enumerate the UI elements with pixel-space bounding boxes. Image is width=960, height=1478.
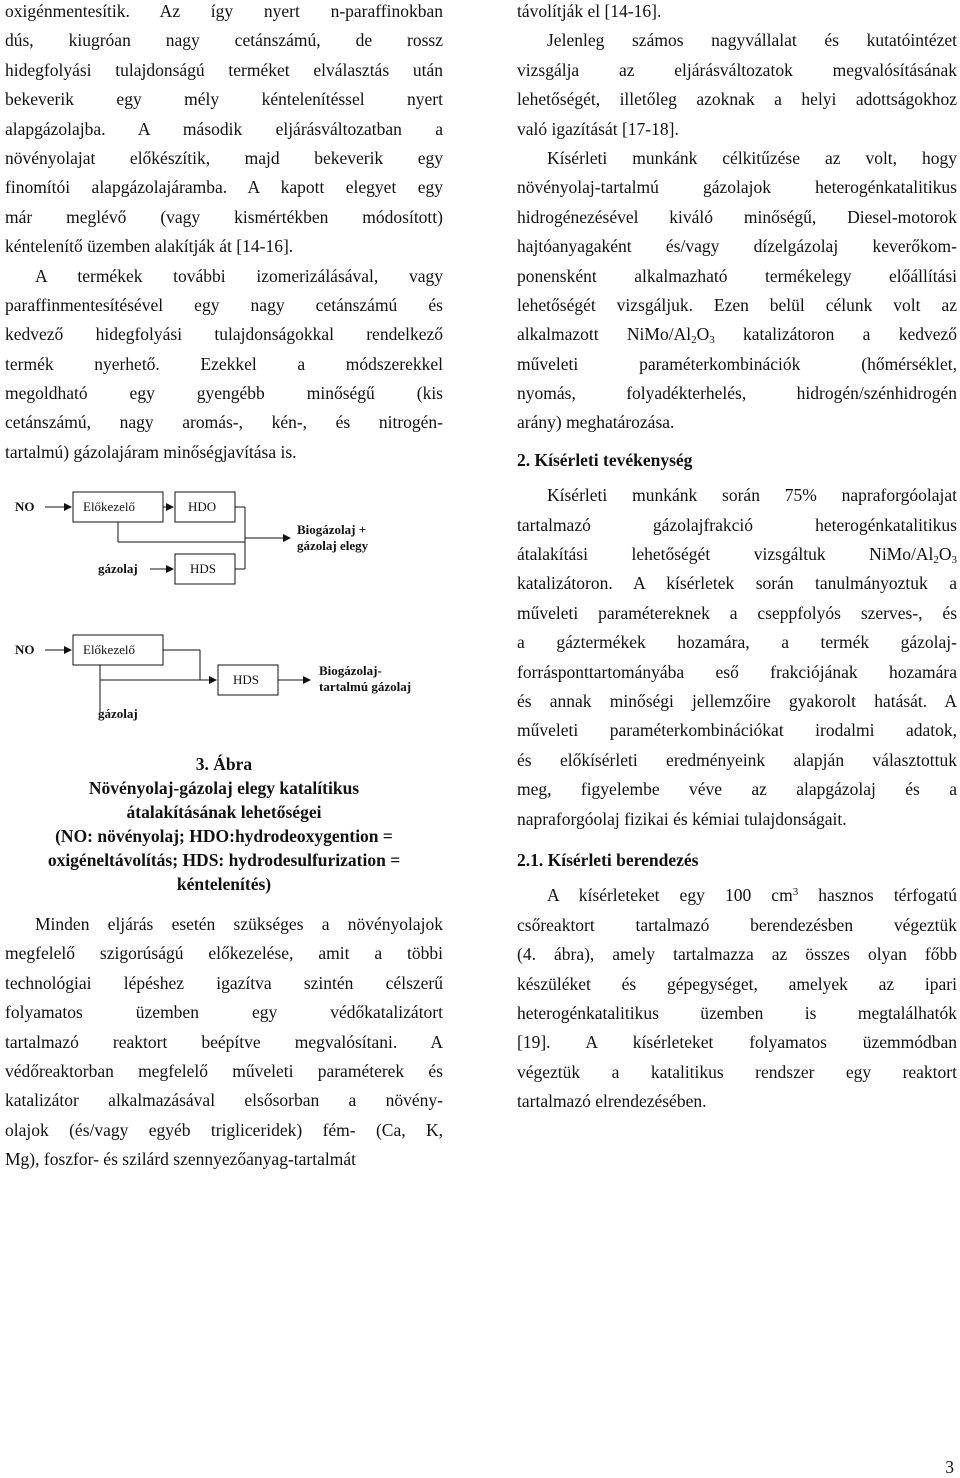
text-line: folyamatos üzemben egy védőkatalizátort [5, 1002, 443, 1023]
text-line: lehetőségét vizsgáljuk. Ezen belül célunk volt az [517, 294, 957, 315]
caption-line: (NO: növényolaj; HDO:hydrodeoxygention = [55, 826, 393, 846]
label-no-top: NO [15, 499, 35, 514]
text-line: a gáztermékek hozamára, a termék gázolaj- [517, 632, 957, 653]
label-output-top-1: Biogázolaj + [297, 522, 367, 537]
text-line: bekeverik egy mély kéntelenítéssel nyert [5, 89, 443, 110]
text-line: megoldható egy gyengébb minőségű (kis [5, 383, 443, 404]
subscript: 3 [951, 554, 957, 567]
left-column-bottom [5, 910, 443, 1175]
text-line: műveleti paraméterkombinációk (hőmérséklet, [517, 353, 957, 374]
caption-line: átalakításának lehetőségei [126, 802, 322, 822]
text-line: növényolajat előkészítik, majd bekeverik egy [5, 147, 443, 168]
text-line: tartalmazó reaktort beépítve megvalósítani. A [5, 1031, 443, 1052]
text-run: katalizátoron a kedvező [714, 324, 957, 345]
subscript: 3 [709, 334, 715, 347]
text-line: finomítói alapgázolajáramba. A kapott elegyet egy [5, 177, 443, 198]
text-line: hidrogénezésével kiváló minőségű, Diesel-motorok [517, 206, 957, 227]
text-line: kedvező hidegfolyási tulajdonságokkal rendelkező [5, 324, 443, 345]
text-line: lehetőségét, illetőleg azoknak a helyi adottságokhoz [517, 89, 957, 110]
text-line: való igazítását [17-18]. [517, 118, 679, 139]
label-output-bottom-2: tartalmú gázolaj [319, 679, 412, 694]
subscript: 2 [691, 334, 697, 347]
text-line: növényolaj-tartalmú gázolajok heterogénkatalitikus [517, 177, 957, 198]
caption-line: kéntelenítés) [176, 874, 272, 894]
text-line: tartalmazó gázolajfrakció heterogénkatalitikus [517, 514, 957, 535]
label-gasoil-top: gázolaj [98, 561, 138, 576]
label-hds-bottom: HDS [233, 672, 260, 687]
label-pretreater-top: Előkezelő [83, 499, 135, 514]
text-line: cetánszámú, nagy aromás-, kén-, és nitrogén- [5, 412, 443, 433]
text-line: tartalmazó elrendezésében. [517, 1091, 707, 1112]
text-line: és annak minőségi jellemzőire gyakorolt hatását. A [517, 690, 957, 711]
text-line: paraffinmentesítésével egy nagy cetánszámú és [5, 294, 443, 315]
text-line: Kísérleti munkánk során 75% napraforgóolajat [547, 485, 957, 506]
text-line: technológiai lépéshez igazítva szintén célszerű [5, 972, 443, 993]
text-line: termék nyerhető. Ezekkel a módszerekkel [5, 353, 443, 374]
text-line [517, 320, 957, 349]
label-pretreater-bottom: Előkezelő [83, 642, 135, 657]
text-line: védőreaktorban megfelelő műveleti paraméterek és [5, 1060, 443, 1081]
text-line: forrásponttartományába eső frakciójának hozamára [517, 661, 957, 682]
text-line: Mg), foszfor- és szilárd szennyezőanyag-tartalmát [5, 1149, 356, 1170]
text-run: alkalmazott NiMo/Al [517, 324, 692, 345]
section-heading: 2.1. Kísérleti berendezés [517, 849, 699, 870]
label-no-bottom: NO [15, 642, 35, 657]
text-line [517, 881, 957, 910]
text-line: vizsgálja az eljárásváltozatok megvalósításának [517, 59, 957, 80]
figure-number: 3. Ábra [195, 754, 253, 774]
text-line: csőreaktort tartalmazó berendezésben végeztük [517, 914, 957, 935]
text-line: olajok (és/vagy egyéb trigliceridek) fém- (Ca, K, [5, 1119, 443, 1140]
text-run: átalakítási lehetőségét vizsgáltuk NiMo/Al [517, 544, 934, 565]
text-line: műveleti paramétereknek a cseppfolyós szerves-, és [517, 602, 957, 623]
text-line: Kísérleti munkánk célkitűzése az volt, hogy [547, 147, 957, 168]
text-line: meg, figyelembe véve az alapgázolaj és a [517, 779, 957, 800]
figure-caption [5, 752, 443, 896]
label-hds-top: HDS [190, 561, 217, 576]
text-line: és előkísérleti eredményeink alapján választottuk [517, 749, 957, 770]
text-line: megfelelő szigorúságú előkezelése, amit a többi [5, 943, 443, 964]
text-line: napraforgóolaj fizikai és kémiai tulajdonságait. [517, 808, 847, 829]
text-line: Jelenleg számos nagyvállalat és kutatóintézet [547, 30, 957, 51]
text-line: hajtóanyagaként és/vagy dízelgázolaj keverőkom- [517, 236, 957, 257]
text-line: műveleti paraméterkombinációkat irodalmi adatok, [517, 720, 957, 741]
text-line: [19]. A kísérleteket folyamatos üzemmódban [517, 1032, 957, 1053]
text-line: Minden eljárás esetén szükséges a növényolajok [35, 914, 443, 934]
label-output-top-2: gázolaj elegy [297, 538, 369, 553]
text-run: hasznos térfogatú [798, 885, 957, 906]
text-line: készüléket és gépegységet, amelyek az ipari [517, 973, 957, 994]
text-line: heterogénkatalitikus üzemben is megtalálhatók [517, 1002, 957, 1023]
text-line: (4. ábra), amely tartalmazza az összes olyan főbb [517, 944, 957, 965]
text-line: már meglévő (vagy kismértékben módosított) [5, 206, 443, 227]
text-run: O [696, 324, 710, 345]
text-line: alapgázolajba. A második eljárásváltozatban a [5, 118, 443, 139]
text-line: katalizátor alkalmazásával elsősorban a növény- [5, 1090, 443, 1111]
right-column [517, 0, 957, 1116]
text-line: nyomás, folyadékterhelés, hidrogén/szénhidrogén [517, 383, 957, 404]
superscript: 3 [792, 886, 799, 899]
text-run: A kísérleteket egy 100 cm [547, 885, 793, 906]
label-hdo: HDO [188, 499, 217, 514]
text-line: katalizátoron. A kísérletek során tanulmányoztuk a [517, 573, 957, 594]
label-gasoil-bottom: gázolaj [98, 706, 138, 721]
text-line: távolítják el [14-16]. [517, 1, 662, 21]
caption-line: oxigéneltávolítás; HDS: hydrodesulfurization = [47, 850, 401, 870]
section-heading: 2. Kísérleti tevékenység [517, 449, 693, 470]
caption-line: Növényolaj-gázolaj elegy katalítikus [88, 778, 360, 798]
page-number: 3 [945, 1457, 954, 1477]
text-line [517, 540, 957, 569]
text-line: hidegfolyási tulajdonságú terméket elválasztás után [5, 59, 443, 80]
text-line: dús, kiugróan nagy cetánszámú, de rossz [5, 30, 443, 51]
label-output-bottom-1: Biogázolaj- [319, 663, 382, 678]
text-line: A termékek további izomerizálásával, vagy [35, 265, 443, 286]
left-column-top [5, 0, 443, 467]
text-line: oxigénmentesítik. Az így nyert n-paraffinokban [5, 1, 443, 21]
text-line: ponensként alkalmazható termékelegy előállítási [517, 265, 957, 286]
text-line: tartalmú) gázolajáram minőségjavítása is. [5, 441, 297, 462]
text-line: kéntelenítő üzemben alakítják át [14-16]. [5, 236, 294, 257]
text-line: végeztük a katalitikus rendszer egy reaktort [517, 1061, 957, 1082]
text-run: O [938, 544, 952, 565]
subscript: 2 [933, 554, 939, 567]
text-line: arány) meghatározása. [517, 412, 675, 433]
process-diagram [5, 480, 445, 730]
